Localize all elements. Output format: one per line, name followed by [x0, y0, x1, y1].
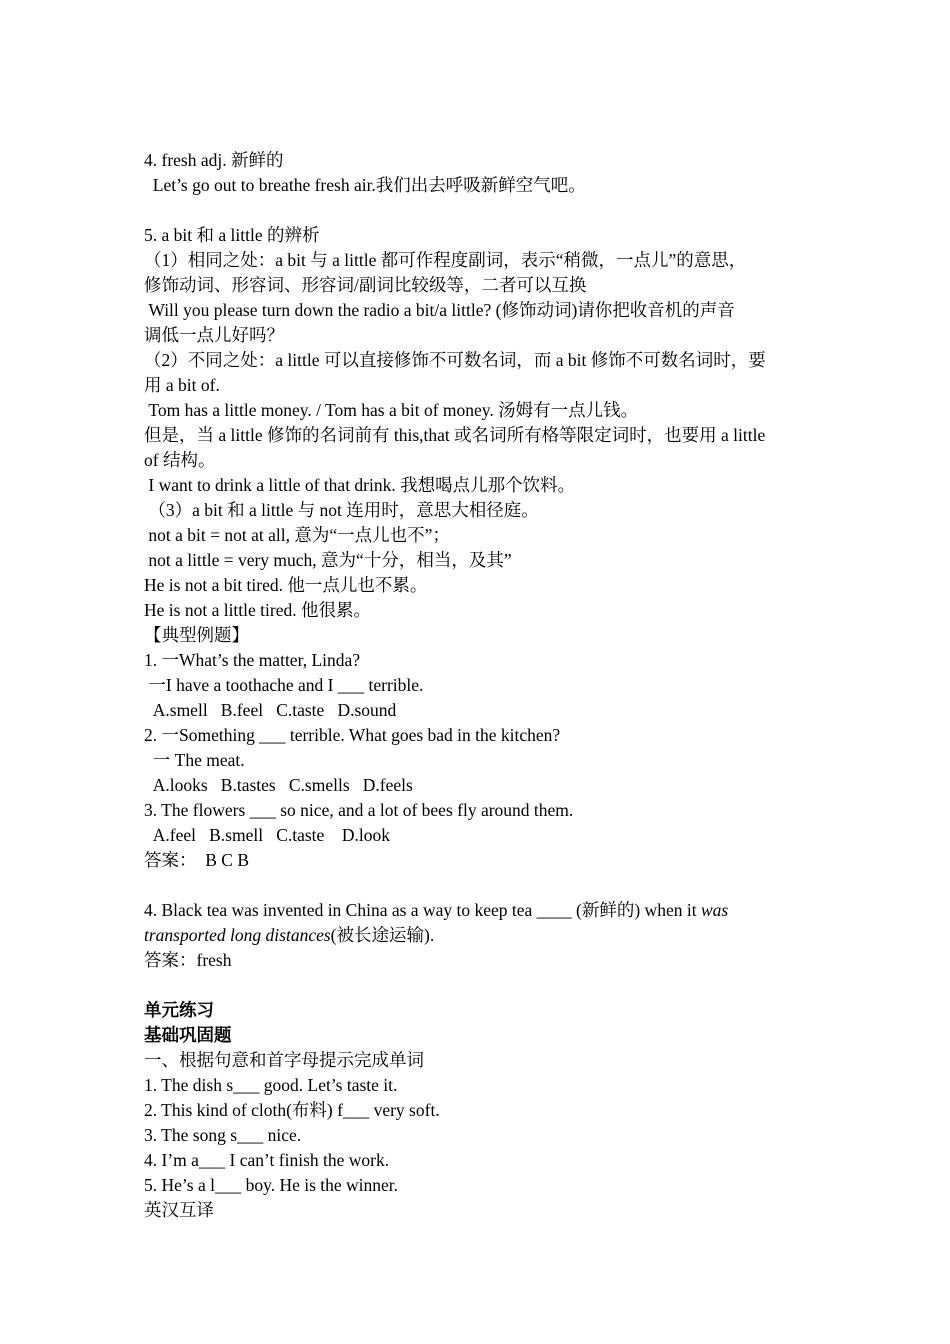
- line-q1: 1. 一What’s the matter, Linda?: [144, 650, 361, 670]
- line-fresh-ex: Let’s go out to breathe fresh air.我们出去呼吸新鲜空气吧。: [144, 175, 586, 195]
- q4-text-2: (被长途运输).: [330, 925, 435, 945]
- line-not-little: not a little = very much, 意为“十分，相当，及其”: [144, 550, 512, 570]
- line-q1-opts: A.smell B.feel C.taste D.sound: [144, 700, 397, 720]
- document-page: [144, 148, 808, 1223]
- unit-title: 单元练习: [144, 1000, 214, 1020]
- exercise-section: [144, 1048, 808, 1223]
- line-blank2: [144, 873, 808, 898]
- spacer: [144, 973, 808, 998]
- line-q2-b: 一 The meat.: [144, 750, 245, 770]
- line-ans1: 答案： B C B: [144, 850, 250, 870]
- line-diff-ex: Tom has a little money. / Tom has a bit of money. 汤姆有一点儿钱。: [144, 400, 639, 420]
- exercise-line: 1. The dish s___ good. Let’s taste it.: [144, 1075, 398, 1095]
- line-not-ex-2: He is not a little tired. 他很累。: [144, 600, 371, 620]
- line-but-1: 但是，当 a little 修饰的名词前有 this,that 或名词所有格等限定词时，也要用 a little: [144, 425, 766, 445]
- exercise-line: 2. This kind of cloth(布料) f___ very soft.: [144, 1100, 440, 1120]
- line-blank1: [144, 198, 808, 223]
- notes-section: [144, 148, 808, 898]
- line-fresh-head: 4. fresh adj. 新鲜的: [144, 150, 284, 170]
- line-q3: 3. The flowers ___ so nice, and a lot of bees fly around them.: [144, 800, 574, 820]
- exercise-line: 3. The song s___ nice.: [144, 1125, 302, 1145]
- line-q2-opts: A.looks B.tastes C.smells D.feels: [144, 775, 413, 795]
- line-same-1: （1）相同之处：a bit 与 a little 都可作程度副词，表示“稍微，一点儿”的意思，: [144, 250, 747, 270]
- line-q2: 2. 一Something ___ terrible. What goes bad in the kitchen?: [144, 725, 561, 745]
- question-4: [144, 898, 808, 923]
- exercise-line: 4. I’m a___ I can’t finish the work.: [144, 1150, 390, 1170]
- line-not-ex-1: He is not a bit tired. 他一点儿也不累。: [144, 575, 428, 595]
- basic-title: 基础巩固题: [144, 1025, 232, 1045]
- line-same-ex-2: 调低一点儿好吗？: [144, 325, 284, 345]
- line-not-bit: not a bit = not at all, 意为“一点儿也不”；: [144, 525, 450, 545]
- line-but-2: of 结构。: [144, 450, 216, 470]
- line-but-ex: I want to drink a little of that drink. 我想喝点儿那个饮料。: [144, 475, 576, 495]
- line-same-2: 修饰动词、形容词、形容词/副词比较级等，二者可以互换: [144, 275, 587, 295]
- line-abit-head: 5. a bit 和 a little 的辨析: [144, 225, 320, 245]
- line-q3-opts: A.feel B.smell C.taste D.look: [144, 825, 390, 845]
- exercise-line: 5. He’s a l___ boy. He is the winner.: [144, 1175, 399, 1195]
- line-diff-1: （2）不同之处：a little 可以直接修饰不可数名词，而 a bit 修饰不可数名词时，要: [144, 350, 766, 370]
- exercise-line: 一、根据句意和首字母提示完成单词: [144, 1050, 424, 1070]
- exercise-line: 英汉互译: [144, 1200, 214, 1220]
- q4-italic-2: transported long distances: [144, 925, 331, 945]
- line-examples-head: 【典型例题】: [144, 625, 249, 645]
- answer-2: 答案：fresh: [144, 950, 232, 970]
- line-q1-b: 一I have a toothache and I ___ terrible.: [144, 675, 424, 695]
- line-same-ex-1: Will you please turn down the radio a bit/a little? (修饰动词)请你把收音机的声音: [144, 300, 735, 320]
- line-not-head: （3）a bit 和 a little 与 not 连用时，意思大相径庭。: [144, 500, 539, 520]
- question-4-cont: [144, 923, 808, 948]
- q4-italic-1: was: [700, 900, 729, 920]
- q4-text-1: 4. Black tea was invented in China as a way to keep tea ____ (新鲜的) when it: [144, 900, 701, 920]
- line-diff-2: 用 a bit of.: [144, 375, 220, 395]
